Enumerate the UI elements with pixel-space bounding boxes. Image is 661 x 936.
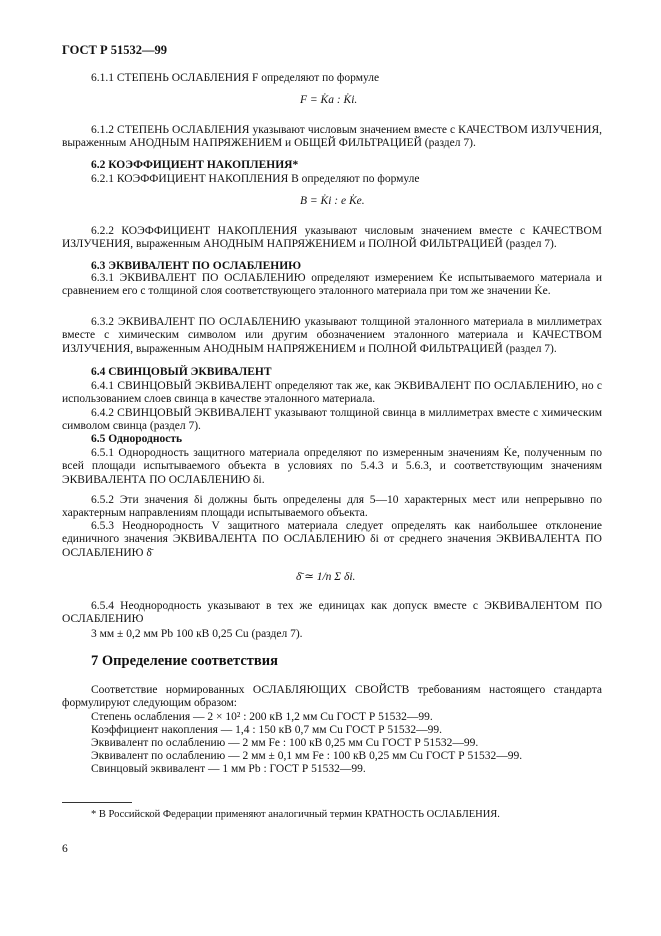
page-number: 6 bbox=[62, 843, 68, 855]
para-6-1-2: 6.1.2 СТЕПЕНЬ ОСЛАБЛЕНИЯ указывают числовым значением вместе с КАЧЕСТВОМ ИЗЛУЧЕНИЯ, выраженным АНОДНЫМ НАПРЯЖЕНИЕМ и ОБЩЕЙ ФИЛЬТРАЦИЕЙ (раздел 7). bbox=[62, 124, 602, 150]
formula-mean-equivalent: δ̄ ≃ 1/n Σ δi. bbox=[296, 571, 356, 583]
document-header: ГОСТ Р 51532—99 bbox=[62, 43, 168, 57]
para-6-5-1: 6.5.1 Однородность защитного материала определяют по измеренным значениям K̇e, полученным по всей площади испытываемого объекта в условиях по 5.4.3 и 5.6.3, и соответствующим значениям ЭКВИВАЛЕНТА ПО ОСЛАБЛЕНИЮ δi. bbox=[62, 447, 602, 486]
example-line: Эквивалент по ослаблению — 2 мм Fe : 100 кВ 0,25 мм Cu ГОСТ Р 51532—99. bbox=[91, 737, 479, 749]
heading-6-4: 6.4 СВИНЦОВЫЙ ЭКВИВАЛЕНТ bbox=[91, 366, 272, 378]
para-6-2-2: 6.2.2 КОЭФФИЦИЕНТ НАКОПЛЕНИЯ указывают числовым значением вместе с КАЧЕСТВОМ ИЗЛУЧЕНИЯ, выраженным АНОДНЫМ НАПРЯЖЕНИЕМ и ПОЛНОЙ ФИЛЬТРАЦИЕЙ (раздел 7). bbox=[62, 225, 602, 251]
para-6-2-1: 6.2.1 КОЭФФИЦИЕНТ НАКОПЛЕНИЯ B определяют по формуле bbox=[91, 173, 420, 185]
para-6-4-1: 6.4.1 СВИНЦОВЫЙ ЭКВИВАЛЕНТ определяют так же, как ЭКВИВАЛЕНТ ПО ОСЛАБЛЕНИЮ, но с использованием слоев свинца в качестве эталонного материала. bbox=[62, 380, 602, 406]
example-6-5-4: 3 мм ± 0,2 мм Pb 100 кВ 0,25 Cu (раздел 7). bbox=[91, 628, 303, 640]
footnote: * В Российской Федерации применяют аналогичный термин КРАТНОСТЬ ОСЛАБЛЕНИЯ. bbox=[91, 809, 500, 820]
formula-attenuation: F = K̇a : K̇i. bbox=[300, 94, 358, 106]
para-6-5-3: 6.5.3 Неоднородность V защитного материала следует определять как наибольшее отклонение единичного значения ЭКВИВАЛЕНТА ПО ОСЛАБЛЕНИЮ δi от среднего значения ЭКВИВАЛЕНТА ПО ОСЛАБЛЕНИЮ δ̄ bbox=[62, 520, 602, 559]
example-line: Степень ослабления — 2 × 10² : 200 кВ 1,2 мм Cu ГОСТ Р 51532—99. bbox=[91, 711, 433, 723]
heading-6-5: 6.5 Однородность bbox=[91, 433, 183, 445]
heading-6-3: 6.3 ЭКВИВАЛЕНТ ПО ОСЛАБЛЕНИЮ bbox=[91, 260, 302, 272]
section-7-heading: 7 Определение соответствия bbox=[91, 653, 278, 669]
example-line: Эквивалент по ослаблению — 2 мм ± 0,1 мм Fe : 100 кВ 0,25 мм Cu ГОСТ Р 51532—99. bbox=[91, 750, 523, 762]
para-7-intro: Соответствие нормированных ОСЛАБЛЯЮЩИХ СВОЙСТВ требованиям настоящего стандарта формулируют следующим образом: bbox=[62, 684, 602, 710]
para-6-1-1: 6.1.1 СТЕПЕНЬ ОСЛАБЛЕНИЯ F определяют по формуле bbox=[91, 72, 380, 84]
para-6-3-1: 6.3.1 ЭКВИВАЛЕНТ ПО ОСЛАБЛЕНИЮ определяют измерением K̇e испытываемого материала и сравнением его с толщиной слоя соответствующего эталонного материала при том же значении K̇e. bbox=[62, 272, 602, 298]
footnote-divider bbox=[62, 802, 132, 803]
para-6-3-2: 6.3.2 ЭКВИВАЛЕНТ ПО ОСЛАБЛЕНИЮ указывают толщиной эталонного материала в миллиметрах вместе с химическим символом или другим обозначением эталонного материала и КАЧЕСТВОМ ИЗЛУЧЕНИЯ, выраженным АНОДНЫМ НАПРЯЖЕНИЕМ и ПОЛНОЙ ФИЛЬТРАЦИЕЙ (раздел 7). bbox=[62, 316, 602, 355]
heading-6-2: 6.2 КОЭФФИЦИЕНТ НАКОПЛЕНИЯ* bbox=[91, 159, 299, 171]
para-6-5-4: 6.5.4 Неоднородность указывают в тех же единицах как допуск вместе с ЭКВИВАЛЕНТОМ ПО ОСЛАБЛЕНИЮ bbox=[62, 600, 602, 626]
example-line: Свинцовый эквивалент — 1 мм Pb : ГОСТ Р 51532—99. bbox=[91, 763, 366, 775]
example-line: Коэффициент накопления — 1,4 : 150 кВ 0,7 мм Cu ГОСТ Р 51532—99. bbox=[91, 724, 442, 736]
formula-buildup: B = K̇i : e K̇e. bbox=[300, 195, 365, 207]
para-6-4-2: 6.4.2 СВИНЦОВЫЙ ЭКВИВАЛЕНТ указывают толщиной свинца в миллиметрах вместе с химическим символом свинца (раздел 7). bbox=[62, 407, 602, 433]
para-6-5-2: 6.5.2 Эти значения δi должны быть определены для 5—10 характерных мест или непрерывно по характерным направлениям площади испытываемого объекта. bbox=[62, 494, 602, 520]
